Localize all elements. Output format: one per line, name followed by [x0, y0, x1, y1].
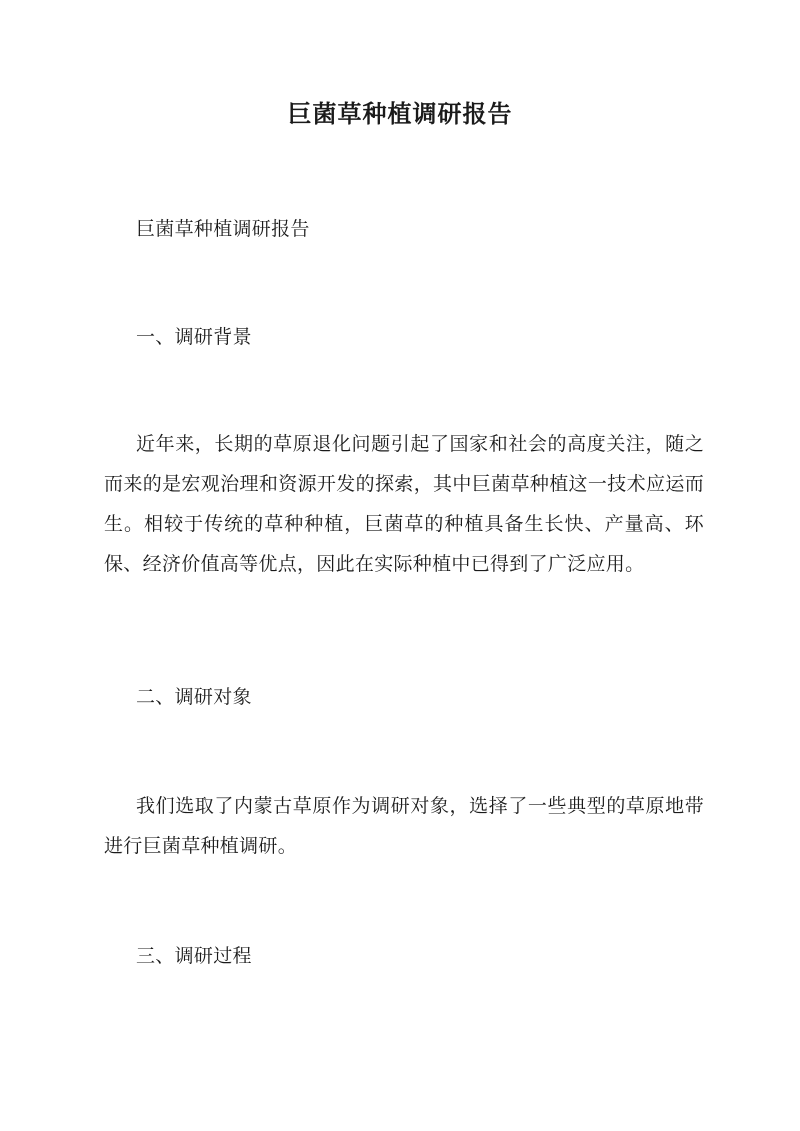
section-heading-background: 一、调研背景: [136, 326, 252, 348]
document-title: 巨菌草种植调研报告: [287, 99, 513, 128]
section-body-background: 近年来，长期的草原退化问题引起了国家和社会的高度关注，随之而来的是宏观治理和资源开发的探索，其中巨菌草种植这一技术应运而生。相较于传统的草种种植，巨菌草的种植具备生长快、产量高、环保、经济价值高等优点，因此在实际种植中已得到了广泛应用。: [104, 433, 704, 575]
section-heading-process: 三、调研过程: [136, 945, 252, 967]
section-heading-subject: 二、调研对象: [136, 686, 252, 708]
document-subtitle: 巨菌草种植调研报告: [136, 218, 310, 240]
section-body-subject: 我们选取了内蒙古草原作为调研对象，选择了一些典型的草原地带进行巨菌草种植调研。: [104, 795, 704, 857]
